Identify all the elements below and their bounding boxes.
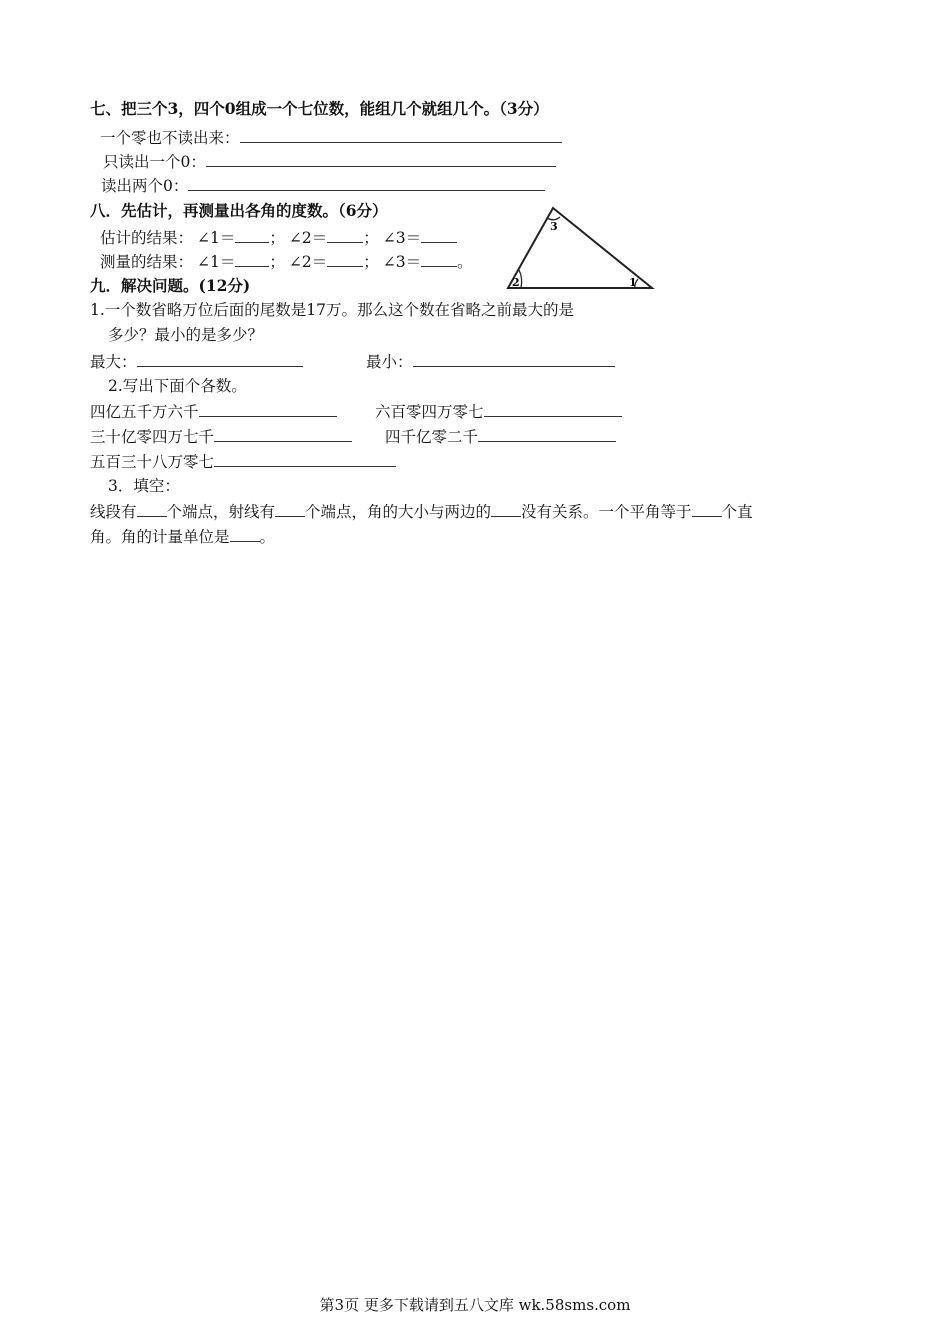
- q7-3: [101, 174, 545, 197]
- q7-2-label: 只读出一个0：: [103, 153, 206, 171]
- angle3-label: ∠3＝: [382, 253, 422, 271]
- q7-3-label: 读出两个0：: [101, 177, 189, 195]
- estimate-angle3-blank[interactable]: [421, 226, 457, 243]
- fill-text: 线段有: [90, 503, 137, 521]
- separator: ；: [269, 229, 285, 247]
- triangle-figure: [500, 200, 660, 294]
- number2-label: 六百零四万零七: [375, 403, 484, 421]
- angle1-label: ∠1＝: [197, 253, 236, 271]
- section9-title: 九．解决问题。(12分): [90, 276, 251, 295]
- number5-blank[interactable]: [214, 450, 396, 467]
- q7-2: [103, 150, 556, 173]
- section8-title: 八．先估计，再测量出各角的度数。（6分）: [90, 201, 388, 220]
- estimate-angle1-blank[interactable]: [235, 226, 269, 243]
- number2-row: [375, 400, 622, 423]
- number4-row: [385, 425, 616, 448]
- problem1-line1: 1.一个数省略万位后面的尾数是17万。那么这个数在省略之前最大的是: [90, 301, 575, 319]
- problem2-title: 2.写出下面个各数。: [108, 377, 247, 395]
- number3-label: 三十亿零四万七千: [90, 428, 215, 446]
- angle3-label: ∠3＝: [382, 229, 422, 247]
- measure-label: 测量的结果：: [100, 253, 194, 271]
- fill-text: 没有关系。一个平角等于: [521, 503, 692, 521]
- min-row: [366, 350, 615, 373]
- number1-row: [90, 400, 337, 423]
- estimate-label: 估计的结果：: [100, 229, 194, 247]
- min-blank[interactable]: [413, 350, 615, 367]
- q7-1-blank[interactable]: [240, 126, 562, 143]
- triangle-label-3: 3: [550, 220, 558, 233]
- number3-row: [90, 425, 352, 448]
- number4-label: 四千亿零二千: [385, 428, 479, 446]
- angle1-label: ∠1＝: [197, 229, 236, 247]
- fill-text: 个端点，射线有: [166, 503, 276, 521]
- fill-text: 。: [259, 528, 276, 546]
- number2-blank[interactable]: [484, 400, 622, 417]
- q7-3-blank[interactable]: [188, 174, 545, 191]
- estimate-row: [100, 226, 457, 249]
- number1-label: 四亿五千万六千: [90, 403, 199, 421]
- fill-text: 个端点，角的大小与两边的: [305, 503, 492, 521]
- fill-blank-1[interactable]: [137, 500, 167, 517]
- number1-blank[interactable]: [199, 400, 337, 417]
- fill-line2: [90, 525, 275, 548]
- separator: ；: [363, 253, 379, 271]
- measure-angle3-blank[interactable]: [421, 250, 457, 267]
- fill-blank-5[interactable]: [230, 525, 260, 542]
- fill-blank-3[interactable]: [491, 500, 521, 517]
- min-label: 最小：: [366, 353, 413, 371]
- separator: ；: [269, 253, 285, 271]
- measure-angle1-blank[interactable]: [235, 250, 269, 267]
- problem1-line2: 多少？最小的是多少？: [108, 326, 264, 344]
- page-footer: 第3页 更多下载请到五八文库 wk.58sms.com: [319, 1296, 631, 1314]
- number5-label: 五百三十八万零七: [90, 453, 215, 471]
- q7-2-blank[interactable]: [206, 150, 556, 167]
- measure-row: [100, 250, 473, 273]
- max-label: 最大：: [90, 353, 137, 371]
- measure-angle2-blank[interactable]: [327, 250, 363, 267]
- number5-row: [90, 450, 396, 473]
- section7-title: 七、把三个3，四个0组成一个七位数，能组几个就组几个。（3分）: [90, 99, 549, 118]
- max-blank[interactable]: [137, 350, 303, 367]
- triangle-label-1: 1: [629, 276, 637, 289]
- fill-blank-4[interactable]: [692, 500, 722, 517]
- angle2-label: ∠2＝: [288, 229, 328, 247]
- angle2-label: ∠2＝: [288, 253, 328, 271]
- triangle-label-2: 2: [512, 276, 520, 289]
- q7-1: [100, 126, 562, 149]
- number4-blank[interactable]: [478, 425, 616, 442]
- fill-line1: [90, 500, 753, 523]
- estimate-angle2-blank[interactable]: [327, 226, 363, 243]
- fill-blank-2[interactable]: [275, 500, 305, 517]
- fill-text: 角。角的计量单位是: [90, 528, 230, 546]
- separator: ；: [363, 229, 379, 247]
- number3-blank[interactable]: [214, 425, 352, 442]
- fill-text: 个直: [721, 503, 753, 521]
- q7-1-label: 一个零也不读出来：: [100, 129, 240, 147]
- max-row: [90, 350, 303, 373]
- period: 。: [457, 253, 473, 271]
- problem3-title: 3．填空：: [108, 477, 180, 495]
